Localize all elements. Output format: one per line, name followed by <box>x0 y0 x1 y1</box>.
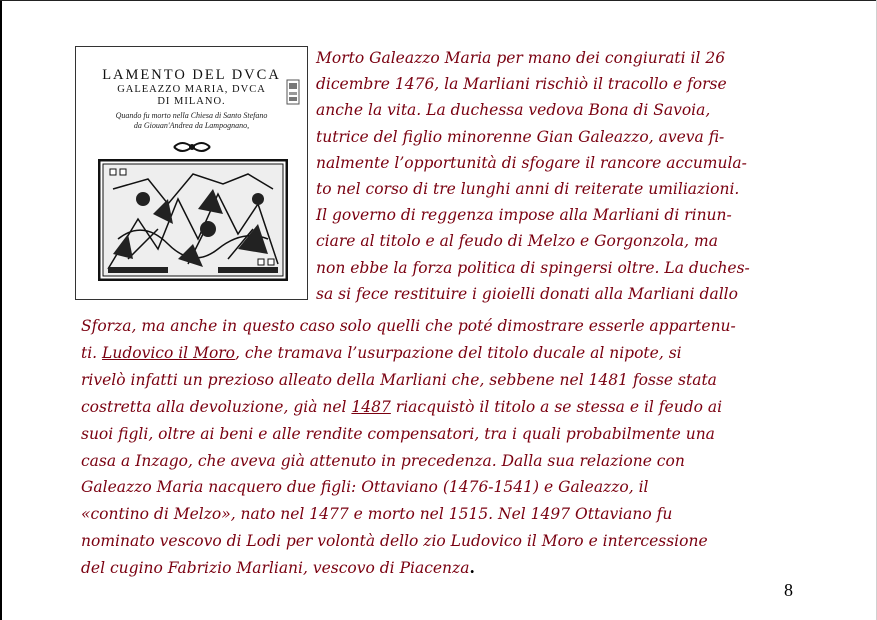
text-segment: costretta alla devoluzione, già nel <box>81 397 352 416</box>
woodcut-caption-line2: da Giouan'Andrea da Lampognano, <box>133 121 250 130</box>
woodcut-subtitle <box>76 84 307 108</box>
text-line: Morto Galeazzo Maria per mano dei congiurati il 26 <box>316 49 726 67</box>
year-1487-link[interactable]: 1487 <box>351 397 391 416</box>
text-line: non ebbe la forza politica di spingersi oltre. La duches- <box>316 258 750 277</box>
text-line: suoi figli, oltre ai beni e alle rendite compensatori, tra i quali probabilmente una <box>81 424 715 443</box>
text-line: Galeazzo Maria nacquero due figli: Ottaviano (1476-1541) e Galeazzo, il <box>81 478 649 497</box>
text-line: sa si fece restituire i gioielli donati alla Marliani dallo <box>316 284 738 303</box>
woodcut-caption <box>76 111 307 131</box>
text-line <box>81 394 796 421</box>
text-line: nominato vescovo di Lodi per volontà dello zio Ludovico il Moro e intercessione <box>81 532 708 551</box>
page-top-border <box>0 0 877 1</box>
text-line: to nel corso di tre lunghi anni di reiterate umiliazioni. <box>316 180 740 199</box>
woodcut-caption-line1: Quando fu morto nella Chiesa di Santo Stefano <box>115 111 268 120</box>
ludovico-link[interactable]: Ludovico il Moro <box>102 343 236 362</box>
text-line <box>81 340 796 367</box>
woodcut-scene-image <box>98 159 288 281</box>
text-segment: ti. <box>81 343 103 362</box>
text-line <box>81 555 796 582</box>
text-line: tutrice del figlio minorenne Gian Galeazzo, aveva fi- <box>316 127 725 146</box>
text-line: dicembre 1476, la Marliani rischiò il tracollo e forse <box>316 75 727 94</box>
text-line: Sforza, ma anche in questo caso solo quelli che poté dimostrare esserle appartenu- <box>81 317 736 335</box>
text-line: nalmente l’opportunità di sfogare il rancore accumula- <box>316 153 747 172</box>
text-line: «contino di Melzo», nato nel 1477 e morto nel 1515. Nel 1497 Ottaviano fu <box>81 505 673 524</box>
woodcut-title: LAMENTO DEL DVCA <box>102 67 281 83</box>
text-line: anche la vita. La duchessa vedova Bona di Savoia, <box>316 101 711 120</box>
text-segment: , che tramava l’usurpazione del titolo ducale al nipote, si <box>235 343 682 362</box>
text-segment: del cugino Fabrizio Marliani, vescovo di Piacenza <box>81 559 470 578</box>
text-line: ciare al titolo e al feudo di Melzo e Gorgonzola, ma <box>316 232 718 251</box>
text-line: Il governo di reggenza impose alla Marliani di rinun- <box>316 206 732 225</box>
woodcut-subtitle-line1: GALEAZZO MARIA, DVCA <box>117 84 266 95</box>
page-left-border <box>0 0 2 620</box>
ornament-icon <box>172 137 212 157</box>
library-stamp-icon <box>286 79 300 105</box>
page-number: 8 <box>784 580 793 600</box>
text-line: rivelò infatti un prezioso alleato della Marliani che, sebbene nel 1481 fosse stata <box>81 370 717 389</box>
final-period: . <box>469 558 475 578</box>
text-line: casa a Inzago, che aveva già attenuto in precedenza. Dalla sua relazione con <box>81 451 685 470</box>
woodcut-illustration <box>75 46 308 300</box>
wrapped-paragraph <box>316 45 796 307</box>
woodcut-subtitle-line2: DI MILANO. <box>157 96 226 107</box>
full-width-paragraph <box>81 313 796 582</box>
text-segment: riacquistò il titolo a se stessa e il feudo ai <box>390 397 723 416</box>
